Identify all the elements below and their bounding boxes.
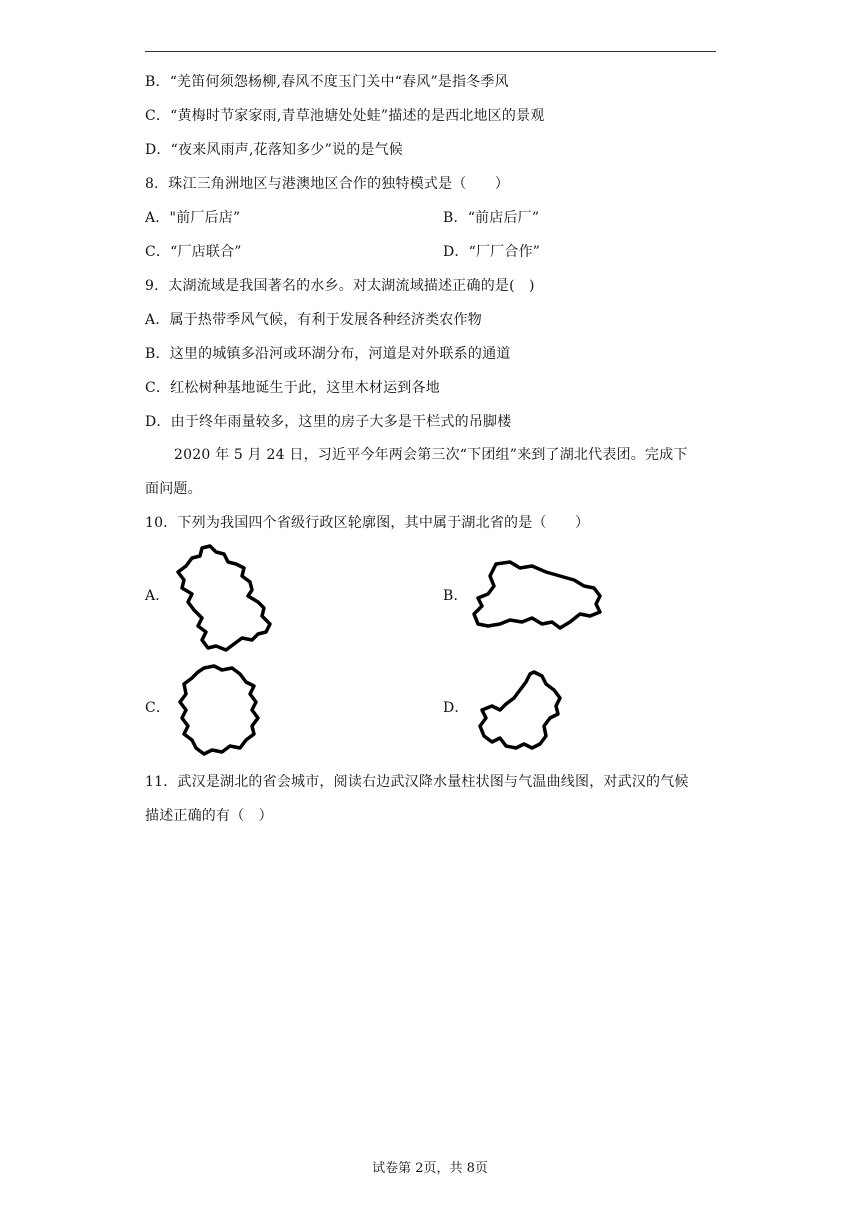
q10-label-d: D． <box>443 700 469 716</box>
province-outline-hubei-icon <box>470 558 605 634</box>
q7-option-d: D．“夜来风雨声,花落知多少”说的是气候 <box>145 142 403 158</box>
province-outline-chongqing-icon <box>474 668 566 754</box>
q9-stem: 9．太湖流域是我国著名的水乡。对太湖流域描述正确的是( ) <box>145 278 535 294</box>
q9-option-c: C．红松树种基地诞生于此，这里木材运到各地 <box>145 380 440 396</box>
passage-line-1: 2020 年 5 月 24 日，习近平今年两会第三次“下团组”来到了湖北代表团。完成下 <box>174 447 688 463</box>
header-rule <box>145 51 716 52</box>
page-footer: 试卷第 2页，共 8页 <box>372 1161 488 1176</box>
q9-option-a: A．属于热带季风气候，有利于发展各种经济类农作物 <box>145 312 482 328</box>
q8-option-d: D．“厂厂合作” <box>443 244 541 260</box>
q8-option-a: A．"前厂后店” <box>145 210 241 226</box>
q8-stem: 8．珠江三角洲地区与港澳地区合作的独特模式是（ ） <box>145 176 510 192</box>
q7-option-b: B．“羌笛何须怨杨柳,春风不度玉门关中“春风”是指冬季风 <box>145 74 509 90</box>
q10-label-c: C． <box>145 700 171 716</box>
q8-option-b: B．“前店后厂” <box>443 210 540 226</box>
q9-option-b: B．这里的城镇多沿河或环湖分布，河道是对外联系的通道 <box>145 346 511 362</box>
q10-label-a: A． <box>145 588 170 604</box>
passage-line-2: 面问题。 <box>145 481 202 497</box>
province-outline-anhui-icon <box>172 544 278 654</box>
q11-stem-line-2: 描述正确的有（ ） <box>145 808 273 824</box>
province-outline-jiangxi-icon <box>174 662 264 758</box>
q10-label-b: B． <box>443 588 468 604</box>
q7-option-c: C．“黄梅时节家家雨,青草池塘处处蛙”描述的是西北地区的景观 <box>145 108 545 124</box>
q11-stem-line-1: 11．武汉是湖北的省会城市，阅读右边武汉降水量柱状图与气温曲线图，对武汉的气候 <box>145 774 689 790</box>
q9-option-d: D．由于终年雨量较多，这里的房子大多是干栏式的吊脚楼 <box>145 414 512 430</box>
q10-stem: 10．下列为我国四个省级行政区轮廓图，其中属于湖北省的是（ ） <box>145 515 590 531</box>
q8-option-c: C．“厂店联合” <box>145 244 242 260</box>
